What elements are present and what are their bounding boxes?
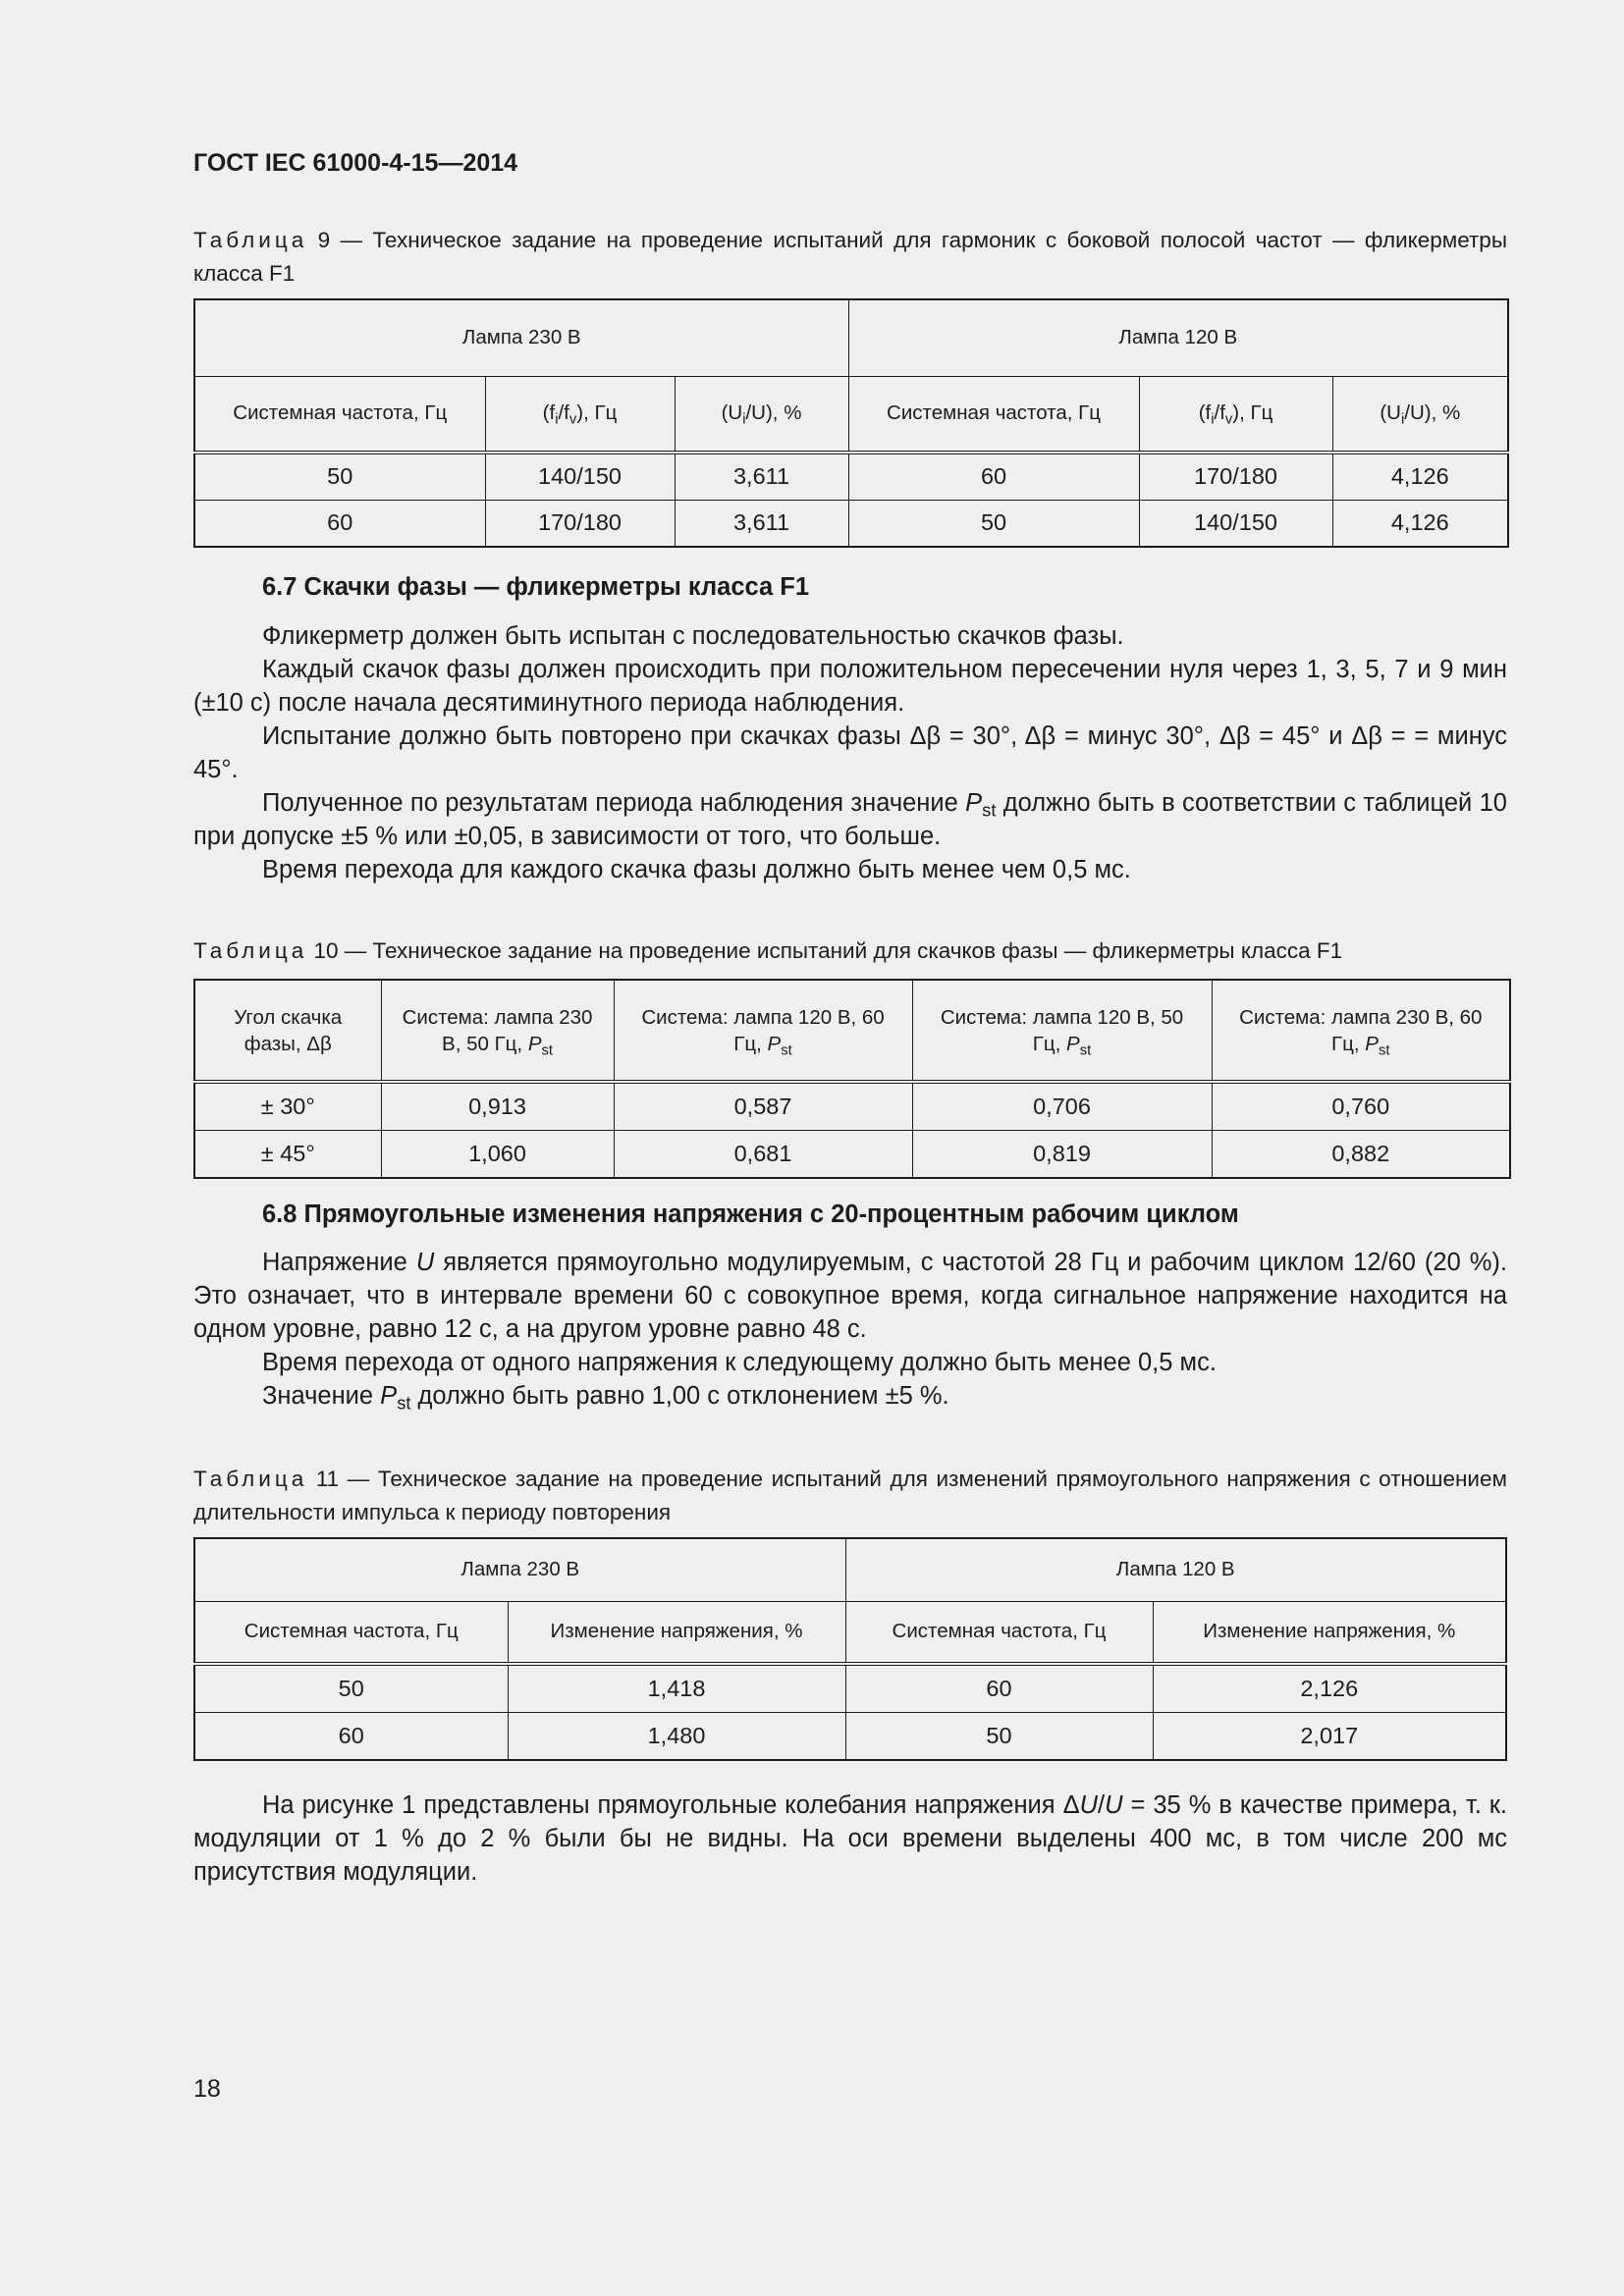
t9-col-freq-2: Системная частота, Гц: [848, 376, 1139, 453]
section-6-7-title: 6.7 Скачки фазы — фликерметры класса F1: [262, 573, 810, 601]
t10-col-120-50: [912, 980, 1212, 1082]
document-header: ГОСТ IEC 61000-4-15—2014: [193, 149, 518, 177]
text: Полученное по результатам периода наблюдения значение: [262, 789, 966, 817]
table-cell: 4,126: [1332, 500, 1508, 547]
table-row: [194, 1130, 1510, 1178]
section-6-7-body: [193, 619, 1507, 886]
table-cell: 1,418: [508, 1664, 845, 1712]
table-cell: 3,611: [675, 453, 848, 500]
table-cell: 0,882: [1212, 1130, 1510, 1178]
text: должно быть равно 1,00 с отклонением ±5 %.: [410, 1382, 949, 1410]
text: Система: лампа 120 В, 60 Гц,: [641, 1005, 885, 1055]
table-row: [194, 453, 1508, 500]
table-11-caption: [193, 1463, 1507, 1529]
table-cell: 50: [194, 1664, 508, 1712]
text: На рисунке 1 представлены прямоугольные колебания напряжения Δ: [262, 1791, 1080, 1819]
t9-col-u-2: [1332, 376, 1508, 453]
t9-col-u-sub-i: i: [1400, 411, 1405, 428]
symbol-sub: st: [1079, 1041, 1092, 1058]
t9-col-freq-1: Системная частота, Гц: [194, 376, 485, 453]
text: является прямоугольно модулируемым, с частотой 28 Гц и рабочим циклом 12/60 (20 %). Это означает, что в интервале времени 60 с совокупное время, когда сигнальное напряжение находится на одном уровне, равно 12 с, а на другом уровне равно 48 с.: [193, 1249, 1507, 1343]
symbol-p: P: [965, 789, 983, 817]
paragraph: Испытание должно быть повторено при скачках фазы Δβ = 30°, Δβ = минус 30°, Δβ = 45° и Δβ = = минус 45°.: [193, 722, 1507, 783]
text: Система: лампа 230 В, 50 Гц,: [402, 1005, 593, 1055]
text: должно быть в соответствии с таблицей 10 при допуске ±5 % или ±0,05, в зависимости от того, что больше.: [193, 789, 1507, 850]
symbol-sub: st: [397, 1392, 411, 1414]
t11-col-change-2: Изменение напряжения, %: [1153, 1601, 1506, 1664]
table-9-caption: [193, 224, 1507, 291]
table-cell: 60: [845, 1664, 1153, 1712]
table-row: [194, 1712, 1506, 1760]
table-11-caption-text: 11 — Техническое задание на проведение испытаний для изменений прямоугольного напряжения с отношением длительности импульса к периоду повторения: [193, 1467, 1507, 1524]
t11-col-freq-1: Системная частота, Гц: [194, 1601, 508, 1664]
t9-col-u-pre: (U: [1380, 401, 1401, 425]
table-cell: 0,681: [614, 1130, 912, 1178]
table-cell: ± 30°: [194, 1082, 381, 1130]
symbol-p: P: [1365, 1032, 1379, 1055]
t9-col-f-sub-i: i: [555, 411, 559, 428]
table-cell: 4,126: [1332, 453, 1508, 500]
symbol-p: P: [1066, 1032, 1080, 1055]
table-cell: 0,706: [912, 1082, 1212, 1130]
table-cell: 1,480: [508, 1712, 845, 1760]
t9-col-f-mid: /f: [1214, 401, 1225, 425]
symbol-u: U: [415, 1249, 435, 1276]
t9-col-f-sub-v: v: [568, 411, 577, 428]
section-6-8-title: 6.8 Прямоугольные изменения напряжения с 20-процентным рабочим циклом: [262, 1201, 1239, 1228]
table-cell: 0,760: [1212, 1082, 1510, 1130]
symbol-u: U: [1105, 1791, 1123, 1819]
t9-col-f-2: [1139, 376, 1332, 453]
table-10-caption: [193, 934, 1507, 968]
t9-col-u-sub-i: i: [742, 411, 746, 428]
symbol-sub: st: [781, 1041, 792, 1058]
t10-col-120-60: [614, 980, 912, 1082]
table-11-caption-label: Таблица: [193, 1467, 308, 1491]
table-9-caption-label: Таблица: [193, 228, 308, 252]
text: Значение: [262, 1382, 381, 1410]
table-cell: 140/150: [1139, 500, 1332, 547]
table-cell: 0,587: [614, 1082, 912, 1130]
t9-group-120: Лампа 120 В: [848, 299, 1508, 376]
paragraph: Время перехода для каждого скачка фазы должно быть менее чем 0,5 мс.: [262, 856, 1131, 883]
t11-group-120: Лампа 120 В: [845, 1538, 1506, 1601]
t9-col-u-mid: /U: [1404, 401, 1425, 425]
t11-col-change-1: Изменение напряжения, %: [508, 1601, 845, 1664]
section-6-8-body: [193, 1246, 1507, 1413]
table-10-caption-label: Таблица: [193, 938, 308, 963]
table-cell: 50: [194, 453, 485, 500]
table-cell: 60: [194, 500, 485, 547]
table-9-caption-text: 9 — Техническое задание на проведение испытаний для гармоник с боковой полосой частот — фликерметры класса F1: [193, 228, 1507, 286]
page-number: 18: [193, 2075, 221, 2103]
symbol-p: P: [527, 1032, 542, 1055]
t9-col-f-pre: (f: [1198, 401, 1212, 425]
table-9: [193, 298, 1509, 548]
table-row: [194, 1082, 1510, 1130]
t11-group-230: Лампа 230 В: [194, 1538, 845, 1601]
paragraph: [193, 1379, 1507, 1413]
t9-col-f-sub-v: v: [1224, 411, 1233, 428]
table-cell: ± 45°: [194, 1130, 381, 1178]
t9-col-f-post: ), Гц: [1232, 401, 1273, 425]
symbol-sub: st: [982, 799, 997, 821]
t9-col-f-post: ), Гц: [576, 401, 618, 425]
text: = 35 % в качестве примера, т. к. модуляции от 1 % до 2 % были бы не видны. На оси времени выделены 400 мс, в том числе 200 мс присутствия модуляции.: [193, 1791, 1508, 1886]
symbol-u: U: [1079, 1791, 1099, 1819]
text: Система: лампа 230 В, 60 Гц,: [1239, 1005, 1483, 1055]
paragraph: Время перехода от одного напряжения к следующему должно быть менее 0,5 мс.: [262, 1349, 1217, 1376]
table-cell: 3,611: [675, 500, 848, 547]
table-cell: 60: [194, 1712, 508, 1760]
table-cell: 170/180: [485, 500, 675, 547]
t9-group-230: Лампа 230 В: [194, 299, 848, 376]
table-cell: 50: [848, 500, 1139, 547]
text: Система: лампа 120 В, 50 Гц,: [940, 1005, 1184, 1055]
table-10-caption-text: 10 — Техническое задание на проведение испытаний для скачков фазы — фликерметры класса F1: [313, 938, 1343, 963]
table-cell: 170/180: [1139, 453, 1332, 500]
table-cell: 50: [845, 1712, 1153, 1760]
table-row: [194, 1664, 1506, 1712]
paragraph: Фликерметр должен быть испытан с последовательностью скачков фазы.: [262, 622, 1124, 650]
t9-col-f-1: [485, 376, 675, 453]
paragraph: [193, 786, 1507, 853]
text: Напряжение: [262, 1249, 416, 1276]
t10-col-230-50: [381, 980, 614, 1082]
t9-col-u-post: ), %: [1424, 401, 1461, 425]
t9-col-u-1: [675, 376, 848, 453]
paragraph: [193, 1789, 1507, 1889]
symbol-sub: st: [541, 1041, 553, 1058]
t9-col-f-sub-i: i: [1211, 411, 1215, 428]
table-cell: 60: [848, 453, 1139, 500]
final-paragraph-block: [193, 1789, 1507, 1889]
t9-col-u-pre: (U: [721, 401, 743, 425]
t10-col-230-60: [1212, 980, 1510, 1082]
symbol-p: P: [767, 1032, 782, 1055]
table-cell: 0,913: [381, 1082, 614, 1130]
text: /: [1098, 1791, 1106, 1819]
table-cell: 0,819: [912, 1130, 1212, 1178]
t9-col-f-mid: /f: [558, 401, 569, 425]
table-cell: 1,060: [381, 1130, 614, 1178]
paragraph: Каждый скачок фазы должен происходить при положительном пересечении нуля через 1, 3, 5, 7 и 9 мин (±10 с) после начала десятиминутного периода наблюдения.: [193, 656, 1507, 717]
t11-col-freq-2: Системная частота, Гц: [845, 1601, 1153, 1664]
t9-col-u-post: ), %: [765, 401, 802, 425]
table-cell: 2,017: [1153, 1712, 1506, 1760]
symbol-p: P: [380, 1382, 398, 1410]
table-11: [193, 1537, 1507, 1761]
t9-col-f-pre: (f: [542, 401, 556, 425]
table-row: [194, 500, 1508, 547]
table-cell: 140/150: [485, 453, 675, 500]
symbol-sub: st: [1378, 1041, 1390, 1058]
table-10: [193, 979, 1511, 1179]
table-cell: 2,126: [1153, 1664, 1506, 1712]
paragraph: [193, 1246, 1507, 1346]
t9-col-u-mid: /U: [745, 401, 766, 425]
t10-col-angle: Угол скачка фазы, Δβ: [194, 980, 381, 1082]
